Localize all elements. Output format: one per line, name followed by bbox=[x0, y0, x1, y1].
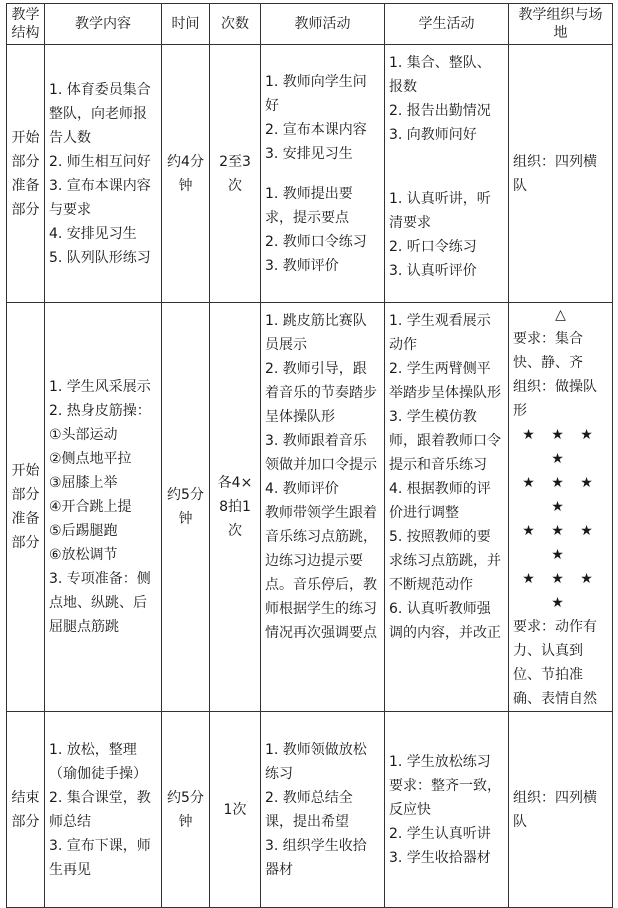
cell-time: 约4分钟 bbox=[162, 45, 210, 303]
list-item: 1. 教师向学生问好 bbox=[265, 73, 367, 114]
cell-organization: 组织：四列横队 bbox=[509, 712, 613, 908]
list-item: 1. 学生风采展示 bbox=[49, 379, 151, 395]
list-item: 2. 宣布本课内容 bbox=[265, 121, 367, 138]
list-item: 教师带领学生跟着音乐练习点筋跳，边练习边提示要点。音乐停后，教师根据学生的练习情况再次强调要点 bbox=[265, 505, 377, 641]
list-item: 1. 学生放松练习要求：整齐一致，反应快 bbox=[389, 753, 501, 818]
list-item: 2. 热身皮筋操： bbox=[49, 403, 151, 419]
cell-teacher bbox=[261, 45, 385, 303]
list-item: 1. 集合、整队、报数 bbox=[389, 55, 491, 95]
cell-content bbox=[45, 303, 162, 712]
student-formation-row: ★ ★ ★ ★ bbox=[522, 571, 599, 611]
list-item: 2. 学生两臂侧平举踏步呈体操队形 bbox=[389, 361, 501, 401]
student-formation-row: ★ ★ ★ ★ bbox=[522, 475, 599, 515]
list-item: 1. 跳皮筋比赛队员展示 bbox=[265, 313, 367, 353]
list-item: 4. 教师评价 bbox=[265, 481, 339, 497]
list-item: ⑤后踢腿跑 bbox=[49, 523, 118, 539]
cell-structure: 开始部分准备部分 bbox=[7, 45, 45, 303]
list-item: 3. 宣布本课内容与要求 bbox=[49, 177, 151, 218]
cell-content bbox=[45, 712, 162, 908]
cell-structure: 开始部分准备部分 bbox=[7, 303, 45, 712]
cell-student bbox=[385, 712, 509, 908]
list-item: 6. 认真听教师强调的内容，并改正 bbox=[389, 601, 501, 641]
cell-count: 1次 bbox=[210, 712, 261, 908]
list-item: 2. 集合课堂，教师总结 bbox=[49, 789, 151, 830]
table-row bbox=[7, 45, 613, 303]
org-formation: 组织：做操队形 bbox=[513, 379, 597, 419]
list-item: 1. 教师提出要求，提示要点 bbox=[265, 185, 353, 226]
student-formation-row: ★ ★ ★ ★ bbox=[522, 523, 599, 563]
list-item: 3. 学生模仿教师，跟着教师口令提示和音乐练习 bbox=[389, 409, 501, 473]
list-item: ④开合跳上提 bbox=[49, 499, 132, 515]
list-item: 5. 队列队形练习 bbox=[49, 249, 151, 266]
cell-student bbox=[385, 303, 509, 712]
table-row bbox=[7, 712, 613, 908]
header-structure: 教学结构 bbox=[7, 4, 45, 45]
header-content: 教学内容 bbox=[45, 4, 162, 45]
list-item: 3. 教师评价 bbox=[265, 257, 339, 274]
cell-structure: 结束部分 bbox=[7, 712, 45, 908]
list-item: 3. 向教师问好 bbox=[389, 127, 477, 143]
spacer bbox=[389, 147, 504, 187]
cell-teacher bbox=[261, 303, 385, 712]
cell-content bbox=[45, 45, 162, 303]
lesson-plan-table bbox=[6, 3, 613, 908]
list-item: ⑥放松调节 bbox=[49, 547, 118, 563]
list-item: 3. 安排见习生 bbox=[265, 145, 353, 162]
list-item: 2. 师生相互问好 bbox=[49, 153, 151, 170]
cell-student bbox=[385, 45, 509, 303]
cell-count: 各4×8拍1次 bbox=[210, 303, 261, 712]
cell-organization bbox=[509, 303, 613, 712]
list-item: 1. 放松，整理（瑜伽徒手操） bbox=[49, 741, 147, 782]
list-item: 1. 认真听讲，听清要求 bbox=[389, 191, 491, 231]
list-item: 4. 根据教师的评价进行调整 bbox=[389, 481, 491, 521]
cell-time: 约5分钟 bbox=[162, 712, 210, 908]
list-item: 4. 安排见习生 bbox=[49, 225, 137, 242]
list-item: 1. 体育委员集合整队，向老师报告人数 bbox=[49, 81, 151, 146]
list-item: 1. 学生观看展示动作 bbox=[389, 313, 491, 353]
list-item: 3. 认真听评价 bbox=[389, 263, 477, 279]
list-item: ③屈膝上举 bbox=[49, 475, 118, 491]
list-item: 2. 报告出勤情况 bbox=[389, 103, 491, 119]
student-formation-row: ★ ★ ★ ★ bbox=[522, 427, 599, 467]
cell-time: 约5分钟 bbox=[162, 303, 210, 712]
list-item: 1. 教师领做放松练习 bbox=[265, 741, 367, 782]
list-item: 2. 教师引导，跟着音乐的节奏踏步呈体操队形 bbox=[265, 361, 377, 425]
spacer bbox=[265, 166, 380, 182]
header-time: 时间 bbox=[162, 4, 210, 45]
org-requirement: 要求：动作有力、认真到位、节拍准确、表情自然 bbox=[513, 619, 597, 707]
list-item: 3. 学生收拾器材 bbox=[389, 849, 491, 866]
header-row bbox=[7, 4, 613, 45]
list-item: 2. 教师总结全课，提出希望 bbox=[265, 789, 353, 830]
list-item: 3. 专项准备：侧点地、纵跳、后屈腿点筋跳 bbox=[49, 571, 151, 635]
header-student: 学生活动 bbox=[385, 4, 509, 45]
teacher-position-triangle: △ bbox=[555, 307, 566, 323]
header-teacher: 教师活动 bbox=[261, 4, 385, 45]
list-item: 2. 听口令练习 bbox=[389, 239, 477, 255]
header-organization: 教学组织与场地 bbox=[509, 4, 613, 45]
cell-count: 2至3次 bbox=[210, 45, 261, 303]
cell-teacher bbox=[261, 712, 385, 908]
list-item: 3. 组织学生收拾器材 bbox=[265, 837, 367, 878]
list-item: 2. 教师口令练习 bbox=[265, 233, 367, 250]
table-row bbox=[7, 303, 613, 712]
list-item: 3. 教师跟着音乐领做并加口令提示 bbox=[265, 433, 377, 473]
list-item: 5. 按照教师的要求练习点筋跳，并不断规范动作 bbox=[389, 529, 501, 593]
org-requirement: 要求：集合快、静、齐 bbox=[513, 331, 583, 371]
header-count: 次数 bbox=[210, 4, 261, 45]
list-item: 2. 学生认真听讲 bbox=[389, 825, 491, 842]
cell-organization: 组织：四列横队 bbox=[509, 45, 613, 303]
list-item: ①头部运动 bbox=[49, 427, 118, 443]
list-item: 3. 宣布下课，师生再见 bbox=[49, 837, 151, 878]
list-item: ②侧点地平拉 bbox=[49, 451, 132, 467]
